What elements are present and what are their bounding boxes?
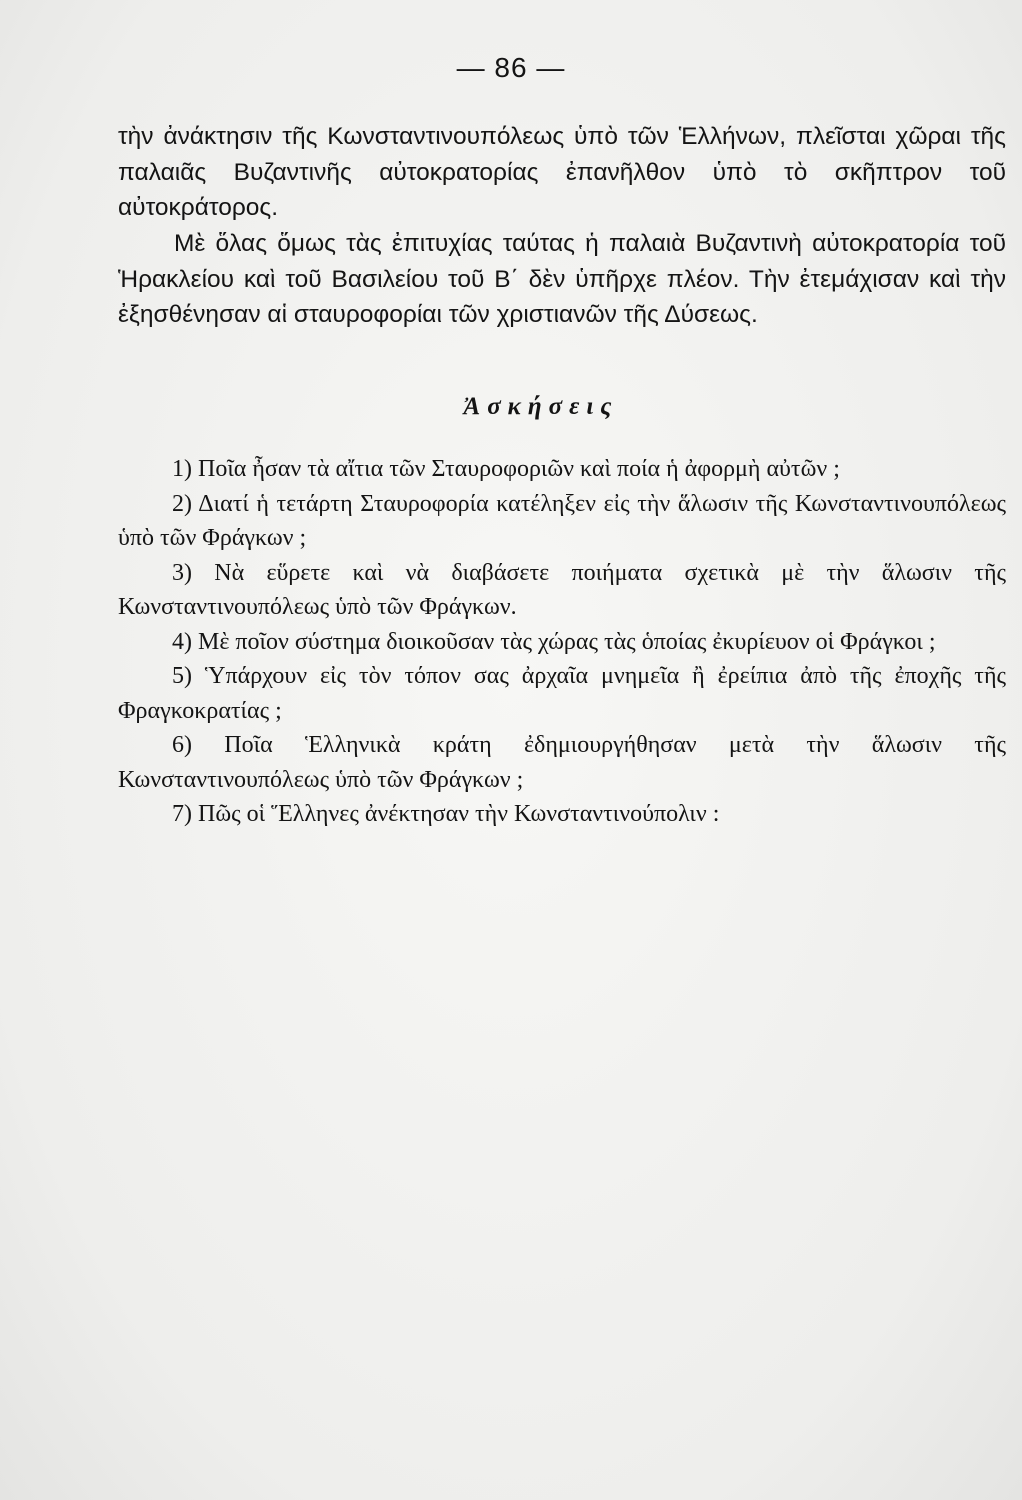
exercise-item-7: 7) Πῶς οἱ Ἕλληνες ἀνέκτησαν τὴν Κωνσταντινούπολιν :: [172, 801, 720, 827]
exercise-item-1: 1) Ποῖα ἦσαν τὰ αἴτια τῶν Σταυροφοριῶν καὶ ποία ἡ ἀφορμὴ αὐτῶν ;: [172, 456, 840, 482]
exercise-item-4: 4) Μὲ ποῖον σύστημα διοικοῦσαν τὰς χώρας τὰς ὁποίας ἐκυρίευον οἱ Φράγκοι ;: [172, 628, 936, 655]
paragraph-2: Μὲ ὅλας ὅμως τὰς ἐπιτυχίας ταύτας ἡ παλαιὰ Βυζαντινὴ αὐτοκρατορία τοῦ Ἡρακλείου καὶ τοῦ Βασιλείου τοῦ Β΄ δὲν ὑπῆρχε πλέον. Τὴν ἐτεμάχισαν καὶ τὴν ἐξησθένησαν αἱ σταυροφορίαι τῶν χριστιανῶν τῆς Δύσεως.: [118, 230, 1006, 328]
exercises-heading: Ἀσκήσεις: [463, 393, 619, 420]
page-number: — 86 —: [456, 52, 566, 83]
paragraph-1: τὴν ἀνάκτησιν τῆς Κωνσταντινουπόλεως ὑπὸ τῶν Ἑλλήνων, πλεῖσται χῶραι τῆς παλαιᾶς Βυζαντινῆς αὐτοκρατορίας ἐπανῆλθον ὑπὸ τὸ σκῆπτρον τοῦ αὐτοκράτορος.: [118, 123, 1006, 221]
exercise-item-3: 3) Νὰ εὕρετε καὶ νὰ διαβάσετε ποιήματα σχετικὰ μὲ τὴν ἅλωσιν τῆς Κωνσταντινουπόλεως ὑπὸ τῶν Φράγκων.: [118, 559, 1006, 620]
exercise-item-2: 2) Διατί ἡ τετάρτη Σταυροφορία κατέληξεν εἰς τὴν ἅλωσιν τῆς Κωνσταντινουπόλεως ὑπὸ τῶν Φράγκων ;: [118, 490, 1006, 551]
exercises-list: [118, 452, 1006, 832]
exercise-item-6: 6) Ποῖα Ἑλληνικὰ κράτη ἐδημιουργήθησαν μετὰ τὴν ἅλωσιν τῆς Κωνσταντινουπόλεως ὑπὸ τῶν Φράγκων ;: [118, 732, 1006, 793]
exercise-item-5: 5) Ὑπάρχουν εἰς τὸν τόπον σας ἀρχαῖα μνημεῖα ἢ ἐρείπια ἀπὸ τῆς ἐποχῆς τῆς Φραγκοκρατίας ;: [118, 663, 1006, 724]
